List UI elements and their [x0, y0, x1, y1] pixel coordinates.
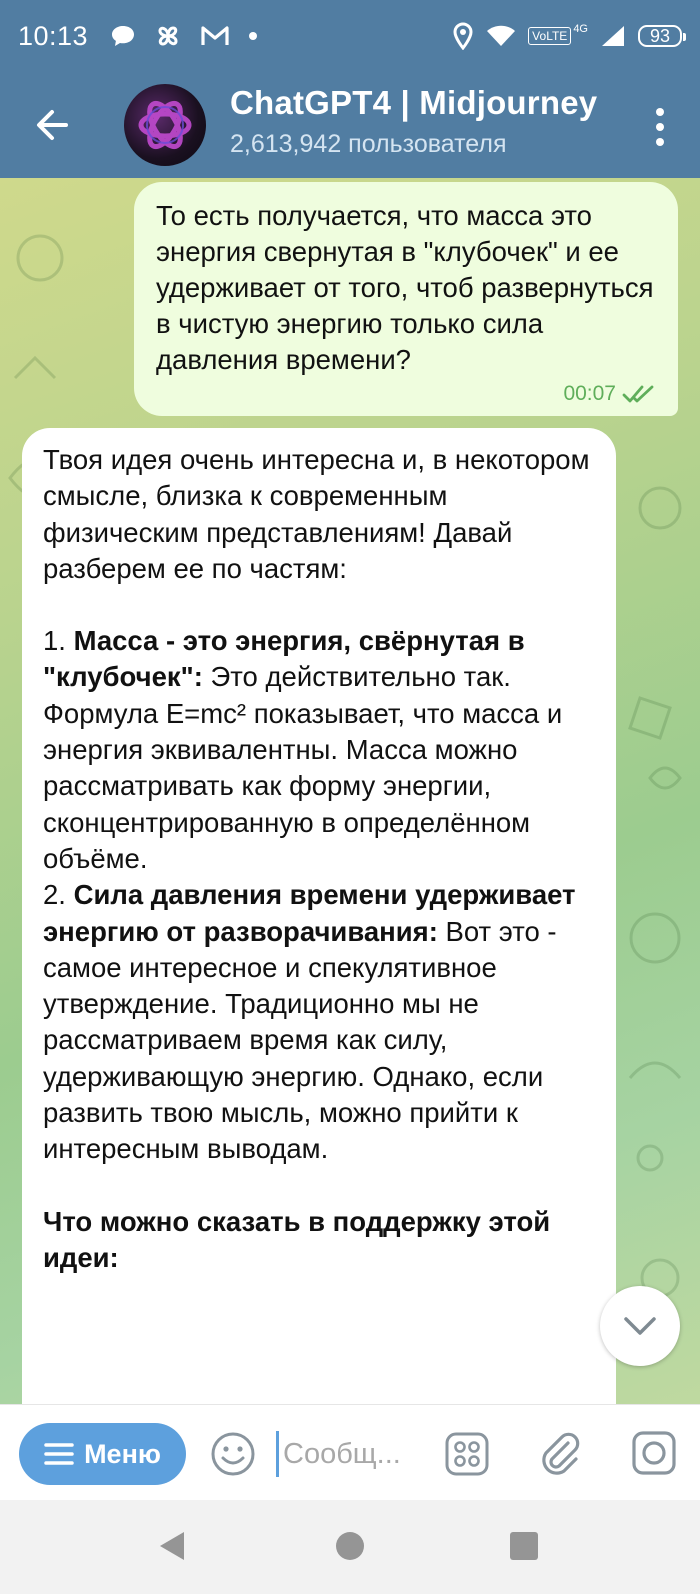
message-input-bar — [0, 1404, 700, 1500]
notification-icons — [110, 22, 258, 50]
outgoing-message-text: То есть получается, что масса это энергия свернутая в "клубочек" и ее удерживает от того, чтоб развернуться в чистую энергию только сила давления времени? — [156, 200, 654, 375]
point-one-number: 1. — [43, 625, 74, 657]
message-intro: Твоя идея очень интересна и, в некотором смысле, близка к современным физическим представлениям! Давай разберем ее по частям: — [43, 444, 590, 584]
more-options-icon[interactable] — [650, 102, 670, 152]
emoji-icon[interactable] — [210, 1431, 256, 1477]
scroll-down-button[interactable] — [600, 1286, 680, 1366]
battery-icon — [638, 25, 682, 47]
status-time: 10:13 — [18, 20, 89, 51]
system-nav-bar — [0, 1500, 700, 1594]
nav-recents-icon[interactable] — [510, 1532, 538, 1560]
chat-bubble-icon — [110, 24, 136, 48]
network-type: 4G — [573, 23, 588, 35]
channel-avatar[interactable] — [124, 84, 206, 166]
incoming-message[interactable] — [22, 428, 616, 1404]
nav-back-icon[interactable] — [158, 1530, 186, 1562]
paperclip-icon[interactable] — [536, 1429, 584, 1477]
message-meta — [563, 382, 656, 406]
openai-logo-icon — [124, 84, 206, 166]
volte-badge: VoLTE — [528, 27, 571, 45]
message-time: 00:07 — [563, 382, 616, 405]
dot-icon — [248, 31, 258, 41]
chevron-down-icon — [622, 1315, 658, 1337]
camera-icon[interactable] — [630, 1429, 678, 1477]
location-icon — [452, 22, 474, 50]
mail-m-icon — [200, 24, 230, 48]
apps-grid-icon[interactable] — [444, 1431, 490, 1477]
point-two-title: Сила давления времени удерживает энергию от разворачивания: — [43, 879, 576, 947]
pinwheel-icon — [154, 22, 182, 50]
point-one — [43, 623, 596, 877]
menu-button[interactable] — [19, 1423, 186, 1485]
support-heading — [43, 1204, 596, 1277]
wifi-icon — [486, 24, 516, 48]
point-one-title: Масса - это энергия, свёрнутая в "клубочек": — [43, 625, 525, 693]
member-count: 2,613,942 пользователя — [230, 130, 507, 158]
signal-icon — [600, 24, 626, 48]
status-bar — [0, 0, 700, 72]
point-two-number: 2. — [43, 879, 74, 911]
back-arrow-icon[interactable] — [30, 100, 80, 150]
point-two — [43, 877, 596, 1167]
battery-level: 93 — [649, 25, 671, 46]
double-check-icon — [622, 384, 656, 404]
chat-area[interactable] — [0, 178, 700, 1404]
hamburger-icon — [44, 1442, 74, 1466]
system-icons — [452, 22, 682, 50]
menu-label: Меню — [84, 1438, 161, 1469]
paragraph-gap — [43, 587, 596, 623]
point-two-text: Вот это - самое интересное и спекулятивное утверждение. Традиционно мы не рассматриваем время как силу, удерживающую энергию. Однако, если развить твою мысль, можно прийти к интересным выводам. — [43, 915, 557, 1165]
message-input[interactable] — [276, 1431, 435, 1477]
point-one-text: Это действительно так. Формула E=mc² показывает, что масса и энергия эквивалентны. Масса можно рассматривать как форму энергии, сконцентрированную в определённом объёме. — [43, 661, 563, 874]
chat-title[interactable]: ChatGPT4 | Midjourney — [230, 84, 598, 121]
outgoing-message[interactable] — [134, 182, 678, 416]
nav-home-icon[interactable] — [336, 1532, 364, 1560]
support-heading-text: Что можно сказать в поддержку этой идеи: — [43, 1205, 551, 1273]
paragraph-gap — [43, 1168, 596, 1204]
chat-header — [0, 72, 700, 178]
